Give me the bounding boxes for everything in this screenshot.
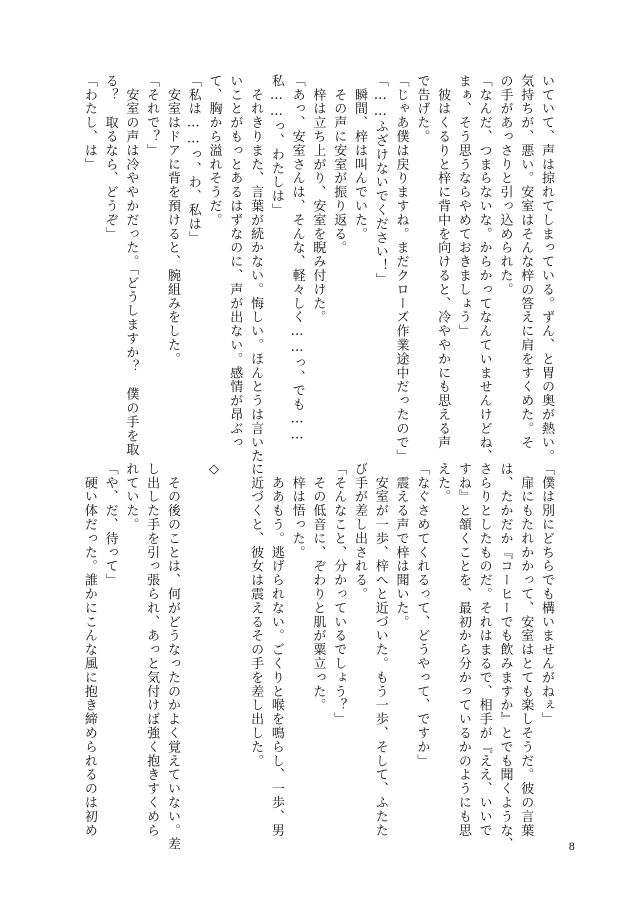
text-line: 「あっ、安室さんは、そんな、軽々しく……っ、でも…… <box>289 74 305 444</box>
text-line: 扉にもたれかかって、安室はとても楽しそうだ。彼の言葉 <box>518 462 534 838</box>
text-line: 瞬間、梓は叫んでいた。 <box>351 74 367 241</box>
text-line: し出した手を引っ張られ、あっと気付けば強く抱きすくめら <box>144 462 160 838</box>
text-line: 「や、だ、待って」 <box>102 462 118 588</box>
text-line: すね』と頷くことを、最初から分かっているかのようにも思 <box>455 462 471 838</box>
text-line: 「じゃあ僕は戻りますね。まだクローズ作業途中だったので」 <box>393 74 409 464</box>
text-line: 安室の声は冷ややかだった。「どうしますか？ 僕の手を取 <box>123 74 139 457</box>
text-line: それきりまた、言葉が続かない。悔しい。ほんとうは言いた <box>248 74 264 464</box>
text-line: いことがもっとあるはずなのに、声が出ない。感情が昂ぶっ <box>227 74 243 450</box>
text-line: 「なぐさめてくれるって、どうやって、ですか」 <box>414 462 430 768</box>
text-line: 「私は……っ、わ、私は」 <box>185 74 201 245</box>
text-line: 私……っ、わたしは」 <box>268 74 284 217</box>
text-line: は、たかだか『コーヒーでも飲みますか』とでも聞くような、 <box>497 462 513 852</box>
lower-text-block <box>80 462 558 872</box>
blank-line <box>184 462 205 872</box>
text-line: び手が差し出される。 <box>351 462 367 601</box>
text-line: ああもう。逃げられない。ごくりと喉を鳴らし、一歩、男 <box>268 462 284 838</box>
text-line: 「そんなこと、分かっているでしょう？」 <box>331 462 347 727</box>
text-line: さらりとしたものだ。それはまるで、相手が『ええ、いいで <box>476 462 492 838</box>
text-line: で告げた。 <box>414 74 430 144</box>
text-line: その声に安室が振り返る。 <box>331 74 347 255</box>
text-line: 梓は悟った。 <box>289 462 305 560</box>
text-line: その低音に、ぞわりと肌が粟立った。 <box>310 462 326 713</box>
text-line: の手があっさりと引っ込められた。 <box>497 74 513 297</box>
text-line: 気持ちが、悪い。安室はそんな梓の答えに肩をすくめた。そ <box>518 74 534 450</box>
scene-break-diamond: ◇ <box>206 462 222 478</box>
text-line: 梓は立ち上がり、安室を睨み付けた。 <box>310 74 326 325</box>
text-line: 「僕は別にどちらでも構いませんがねぇ」 <box>539 462 554 727</box>
text-line: 彼はくるりと梓に背中を向けると、冷ややかにも思える声 <box>435 74 451 450</box>
page-number: 8 <box>568 842 575 853</box>
text-line: 安室はドアに背を預けると、腕組みをした。 <box>164 74 180 366</box>
text-line: 「なんだ、つまらないな。からかってなんていませんけどね、 <box>476 74 492 464</box>
text-line: 安室が一歩、梓へと近づいた。もう一歩、そして、ふたた <box>372 462 388 838</box>
text-line: て、胸から溢れそうだ。 <box>206 74 222 227</box>
text-line: その後のことは、何がどうなったのかよく覚えていない。差 <box>164 462 180 852</box>
text-line: 硬い体だった。誰かにこんな風に抱き締められるのは初め <box>81 462 97 838</box>
text-line: いていて、声は掠れてしまっている。ずん、と胃の奥が熱い。 <box>539 74 554 464</box>
text-line: 震える声で梓は聞いた。 <box>393 462 409 629</box>
text-line: る？ 取るなら、どうぞ」 <box>102 74 118 241</box>
text-line: えた。 <box>435 462 451 504</box>
text-line: 「それで？」 <box>144 74 160 158</box>
text-line: 「……ふざけないでください！」 <box>372 74 388 287</box>
blank-line <box>226 462 247 872</box>
upper-text-block <box>80 74 558 472</box>
text-line: れていた。 <box>123 462 139 532</box>
text-line: まぁ、そう思うならやめておきましょう」 <box>455 74 471 339</box>
text-line: 「わたし、は」 <box>81 74 97 172</box>
text-line: に近づくと、彼女は震えるその手を差し出した。 <box>248 462 264 768</box>
